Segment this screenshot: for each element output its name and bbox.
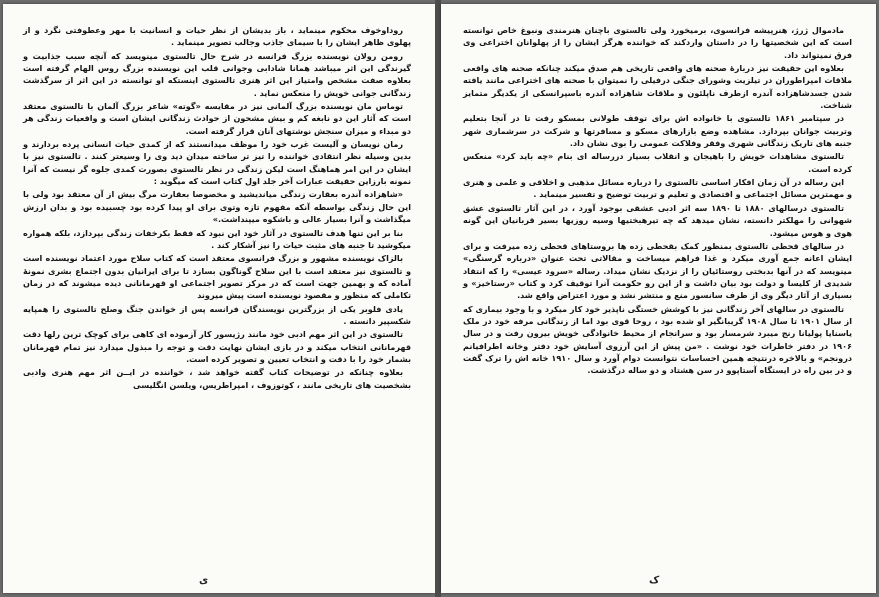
paragraph: «شاهزاده آندره بعقارت زندگی میاندیشید و مخصوصا بعقارت مرگ بیش از آن معتقد بود ولی با این حال زندگی بواسطه آنکه مفهوم تازه وتوی برای او پیدا کرده بود چسبیده بود و بدان ارزش میگذاشت و آنرا بسیار عالی و باشکوه میپنداشت.» — [23, 189, 411, 225]
right-page — [441, 4, 876, 593]
paragraph: رومن رولان نویسنده بزرگ فرانسه در شرح حال تالستوی مینویسد که آنچه سبب جذابیت و گیرندگی این اثر میباشد همانا شادابی وجوانی قلب این نویسنده بزرگ روس الهام گرفته است بعلاوه صفت مشخص وامتیاز این اثر هنری تالستوی اینستکه او توانسته در این اثر از سرگذشت زندگانی جوانی خویش را منعکس نماید . — [23, 50, 411, 98]
paragraph: بعلاوه این حقیقت نیز دربارهٔ صحنه های واقعی تاریخی هم صدق میکند چنانکه صحنه های واقعی ملاقات امپراطوران در تیلزیت وشورای جنگی درفیلی را نمیتوان با صحنه های اختراعی مانند یافته شدن جسدشاهزاده آندره ازطرف ناپلئون و ملاقات شاهزاده آندره باسپرانسکی از یکدیگر متمایز شناخت. — [463, 63, 852, 111]
paragraph: یادی فلوبر یکی از بزرگترین نویسندگان فرانسه پس از خواندن جنگ وصلح تالستوی را همپایه شکسپیر دانسته . — [23, 303, 411, 326]
paragraph: مادموال ژرژ، هنرپیشه فرانسوی، برمیخورد ولی تالستوی باچنان هنرمندی ونبوغ خاص توانسته است که این شخصیتها را در داستان واردکند که خواننده هرگز ایشان را از پهلوانان اختراعی وی فرق نمیتواند داد. — [463, 25, 852, 60]
paragraph: تالستوی در سالهای آخر زندگانی نیز با کوشش خستگی ناپذیر خود کار میکرد و با وجود بیماری که از سال ۱۹۰۱ تا سال ۱۹۰۸ گریبانگیر او شده بود ، روحا قوی بود اما از زندگانی مرفه خود در ملک یاسنایا پولیانا رنج میبرد شرمسار بود و سرانجام از محیط خانوادگی خویش بیرون رفت و در سال ۱۹۰۶ در دفتر خاطرات خود نوشت . «من پیش از این آرزوی آسایش خود دفتر وخانه اطرافیانم درونجم» و بالاخره درنتیجه همین احساسات نتوانست دوام آورد و سال ۱۹۱۰ خانه اش را ترک گفت و در بین راه در ایستگاه آستاپوو در سن هشتاد و دو ساله درگذشت. — [463, 303, 853, 376]
paragraph: در سالهای قحطی تالستوی بمنظور کمک بقحطی زده ها بروستاهای قحطی زده میرفت و برای ایشان اعانه جمع آوری میکرد و غذا فراهم میساخت و مقالاتی تحت عنوان «درباره گرسنگی» مینویسد که در آنها بدبختی روستائیان را از نزدیک نشان میداد. رساله «سرود عیسی» را که انتقاد شدیدی از کلیسا و دولت بود بیان داشت و از این رو حکومت آنرا توقیف کرد و کتاب «رستاخیز» و بسیاری از آثار دیگر وی از طرف سانسور منع و منتشر نشد و مورد اعتراض واقع شد. — [463, 240, 852, 301]
paragraph: تالستوی مشاهدات خویش را باهیجان و انقلاب بسیار دررساله ای بنام «چه باید کرد» منعکس کرده است. — [463, 151, 852, 174]
paragraph: تالستوی در این اثر مهم ادبی خود مانند رژیسور کار آزموده ای کاهی برای کوچک ترین رلها دقت قهرمانانی انتخاب میکند و در بازی ایشان نهایت دقت و توجه را مبذول میدارد نیز تمام قهرمانان بشمار خود را با دقت و انتخاب تعیین و تصویر کرده است. — [23, 329, 411, 364]
paragraph: تالستوی درسالهای ۱۸۸۰ تا ۱۸۹۰ سه اثر ادبی عشقی بوجود آورد ، در این آثار تالستوی عشق شهوانی را مهلکتر دانسته، نشان میدهد که چه تیرهبختیها وسیه روزیها بسیر قربانیان این گونه هوی و هوس میشود. — [463, 202, 852, 238]
paragraph: بعلاوه چنانکه در توضیحات کتاب گفته خواهد شد ، خواننده در ایــن اثر مهم هنری وادبی بشخصیت های تاریخی مانند ، کوتوزوف ، امپراطریس، ویلسن انگلیسی — [23, 367, 411, 390]
paragraph: در سپتامبر ۱۸۶۱ تالستوی با خانواده اش برای توقف طولانی بمسکو رفت تا در آنجا بتعلیم وتربیت جوانان بپردازد. مشاهده وضع بازارهای مسکو و مسافرتها و شرکت در سرشماری شهر جنبه های تاریک زندگانی شهری وفقر وفلاکت عمومی را بوی نشان داد. — [463, 113, 852, 149]
paragraph: بنا بر این تنها هدف تالستوی در آثار خود این نبود که فقط بکرخفات زندگی بپردازد، بلکه همواره میکوشید تا جنبه های مثبت حیات را نیز آشکار کند . — [23, 227, 411, 250]
left-page-text — [23, 24, 411, 569]
paragraph: بالزاک نویسنده مشهور و بزرگ فرانسوی معتقد است که کتاب سلاح مورد اعتماد نویسنده است و تالستوی نیز معتقد است با این سلاح گوناگون بسازد تا برای ایرانیان بدون اجتماع بشری نمونهٔ آماده که و بهمین جهت است که در مرکز تصویر اجتماعی او قهرمانانی دیده میشوند که در زمان تکاملی که منظور و مقصود نویسنده است پیش میروند — [23, 253, 411, 301]
page-number: ک — [649, 575, 660, 586]
paragraph: روداوخوف محکوم مینماید ، باز بدیشان از نظر حیات و انسانیت با مهر وعطوفتی نگرد و از پهلوی ظاهر ایشان را با سیمای جاذب وجالب تصویر مینماید . — [23, 25, 411, 48]
right-page-text — [463, 24, 852, 569]
paragraph: رمان نویسان و آلیست غرب خود را موظف میدانستند که از کمدی حیات انسانی پرده بردارند و بدین وسیله نظر انتقادی خواننده را تیز تر ساخته میدان دید وی را وسیعتر کنند . تالستوی نیز با ایشان در این امر هماهنگ است لیکن زندگی در نظر تالستوی بصورت کمدی جلوه گر نیست که آنرا نمونه بارزاین حقیقت عبارات آخر جلد اول کتاب است که میگوید : — [23, 139, 411, 187]
paragraph: توماس مان نویسنده بزرگ آلمانی نیز در مقایسه «گوته» شاعر بزرگ آلمان با تالستوی معتقد است که آثار این دو نابغه کم و بیش مشحون از حوادث زندگانی ایشان است و واقعیات زندگی هر دو مبداء و میزان سنجش نوشتهای آنان قرار گرفته است. — [23, 101, 411, 136]
left-page — [3, 4, 435, 593]
page-number: ی — [199, 575, 209, 586]
paragraph: این رساله در آن زمان افکار اساسی تالستوی را درباره مسائل مذهبی و اخلاقی و علمی و هنری و مهمترین مسائل اجتماعی و اقتصادی و تعلیم و تربیت توضیح و تفسیر مینماید . — [463, 177, 852, 200]
